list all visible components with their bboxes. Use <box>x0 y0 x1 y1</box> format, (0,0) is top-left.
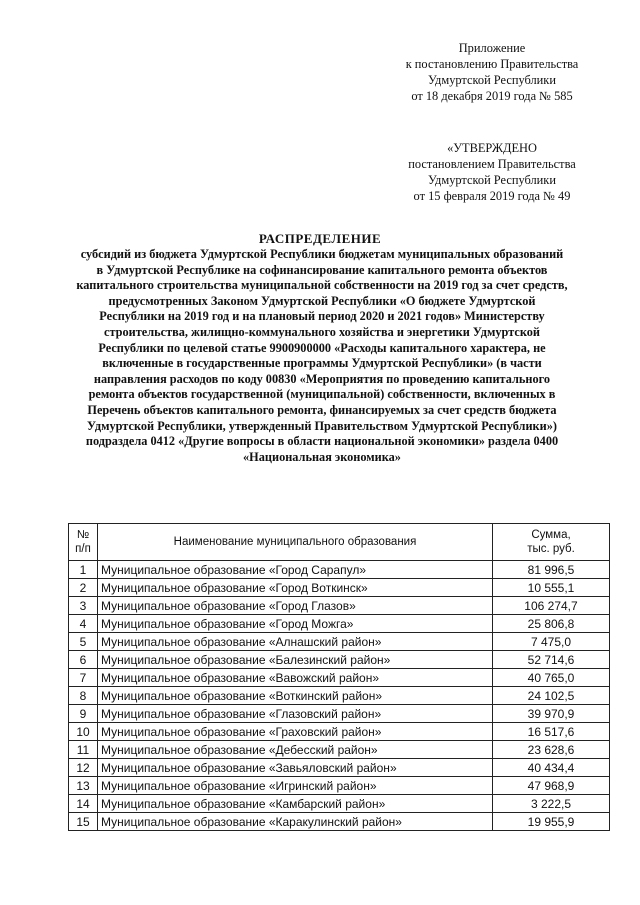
approval-line: постановлением Правительства <box>408 157 576 171</box>
row-name: Муниципальное образование «Воткинский район» <box>98 687 493 705</box>
description-line: Удмуртской Республики, утвержденный Правительством Удмуртской Республики») <box>87 418 557 433</box>
row-sum: 23 628,6 <box>493 741 610 759</box>
row-sum: 25 806,8 <box>493 615 610 633</box>
row-name: Муниципальное образование «Город Глазов» <box>98 597 493 615</box>
table-row <box>69 759 610 777</box>
table-row <box>69 777 610 795</box>
header-number-line: п/п <box>75 543 91 555</box>
row-sum: 24 102,5 <box>493 687 610 705</box>
row-name: Муниципальное образование «Глазовский район» <box>98 705 493 723</box>
row-number: 1 <box>69 561 98 579</box>
table-row <box>69 741 610 759</box>
table-row <box>69 795 610 813</box>
row-number: 9 <box>69 705 98 723</box>
row-number: 10 <box>69 723 98 741</box>
description-line: Перечень объектов капитального ремонта, финансируемых за счет средств бюджета <box>87 402 557 417</box>
description-line: в Удмуртской Республике на софинансирование капитального ремонта объектов <box>96 262 548 277</box>
table-row <box>69 561 610 579</box>
approval-line: от 15 февраля 2019 года № 49 <box>413 189 571 203</box>
row-name: Муниципальное образование «Камбарский район» <box>98 795 493 813</box>
header-name: Наименование муниципального образования <box>98 524 493 561</box>
row-sum: 47 968,9 <box>493 777 610 795</box>
description-line: капитального строительства муниципальной собственности на 2019 год за счет средств, <box>76 278 568 293</box>
row-sum: 52 714,6 <box>493 651 610 669</box>
table-row <box>69 615 610 633</box>
description-line: субсидий из бюджета Удмуртской Республики бюджетам муниципальных образований <box>80 247 564 261</box>
row-sum: 40 434,4 <box>493 759 610 777</box>
table-row <box>69 597 610 615</box>
row-name: Муниципальное образование «Игринский район» <box>98 777 493 795</box>
description-line: Республики по целевой статье 9900900000 «Расходы капитального характера, не <box>98 340 546 355</box>
appendix-line: Приложение <box>458 41 526 55</box>
table-row <box>69 651 610 669</box>
description-line: ремонта объектов государственной (муниципальной) собственности, включенных в <box>88 387 556 402</box>
appendix-line: Удмуртской Республики <box>428 73 556 87</box>
description-line: Республики на 2019 год и на плановый период 2020 и 2021 годов» Министерству <box>99 309 545 324</box>
table-header-row <box>69 524 610 561</box>
approval-line: «УТВЕРЖДЕНО <box>447 141 537 155</box>
row-sum: 19 955,9 <box>493 813 610 831</box>
row-name: Муниципальное образование «Балезинский район» <box>98 651 493 669</box>
row-name: Муниципальное образование «Завьяловский район» <box>98 759 493 777</box>
description-line: «Национальная экономика» <box>243 449 401 464</box>
row-number: 2 <box>69 579 98 597</box>
row-number: 13 <box>69 777 98 795</box>
header-sum-line: Сумма, <box>531 529 571 541</box>
header-sum <box>493 524 610 561</box>
row-number: 15 <box>69 813 98 831</box>
row-number: 6 <box>69 651 98 669</box>
approval-line: Удмуртской Республики <box>428 173 556 187</box>
row-number: 12 <box>69 759 98 777</box>
row-sum: 10 555,1 <box>493 579 610 597</box>
row-name: Муниципальное образование «Дебесский район» <box>98 741 493 759</box>
row-number: 11 <box>69 741 98 759</box>
approval-block <box>384 140 600 204</box>
row-name: Муниципальное образование «Вавожский район» <box>98 669 493 687</box>
table-row <box>69 633 610 651</box>
row-name: Муниципальное образование «Каракулинский район» <box>98 813 493 831</box>
row-sum: 16 517,6 <box>493 723 610 741</box>
appendix-line: к постановлению Правительства <box>405 57 579 71</box>
document-description <box>62 247 582 465</box>
table-row <box>69 813 610 831</box>
row-name: Муниципальное образование «Граховский район» <box>98 723 493 741</box>
header-sum-line: тыс. руб. <box>527 543 575 555</box>
description-line: подраздела 0412 «Другие вопросы в области национальной экономики» раздела 0400 <box>85 434 559 449</box>
row-name: Муниципальное образование «Город Сарапул» <box>98 561 493 579</box>
row-sum: 106 274,7 <box>493 597 610 615</box>
row-number: 8 <box>69 687 98 705</box>
description-line: направления расходов по коду 00830 «Мероприятия по проведению капитального <box>93 371 551 386</box>
row-sum: 81 996,5 <box>493 561 610 579</box>
header-number <box>69 524 98 561</box>
row-number: 5 <box>69 633 98 651</box>
appendix-block <box>384 40 600 104</box>
row-name: Муниципальное образование «Алнашский район» <box>98 633 493 651</box>
document-title: РАСПРЕДЕЛЕНИЕ <box>258 231 382 246</box>
appendix-line: от 18 декабря 2019 года № 585 <box>411 89 573 103</box>
description-line: предусмотренных Законом Удмуртской Республики «О бюджете Удмуртской <box>108 293 536 308</box>
row-name: Муниципальное образование «Город Можга» <box>98 615 493 633</box>
row-number: 4 <box>69 615 98 633</box>
distribution-table <box>68 523 610 831</box>
row-sum: 7 475,0 <box>493 633 610 651</box>
row-sum: 39 970,9 <box>493 705 610 723</box>
table-row <box>69 669 610 687</box>
row-number: 7 <box>69 669 98 687</box>
description-line: строительства, жилищно-коммунального хозяйства и энергетики Удмуртской <box>103 324 540 339</box>
row-name: Муниципальное образование «Город Воткинск» <box>98 579 493 597</box>
header-number-line: № <box>76 529 90 541</box>
table-row <box>69 705 610 723</box>
row-sum: 40 765,0 <box>493 669 610 687</box>
row-number: 14 <box>69 795 98 813</box>
table-row <box>69 579 610 597</box>
table-row <box>69 687 610 705</box>
table-row <box>69 723 610 741</box>
description-line: включенные в государственные программы Удмуртской Республики» (в части <box>102 356 542 371</box>
row-number: 3 <box>69 597 98 615</box>
row-sum: 3 222,5 <box>493 795 610 813</box>
